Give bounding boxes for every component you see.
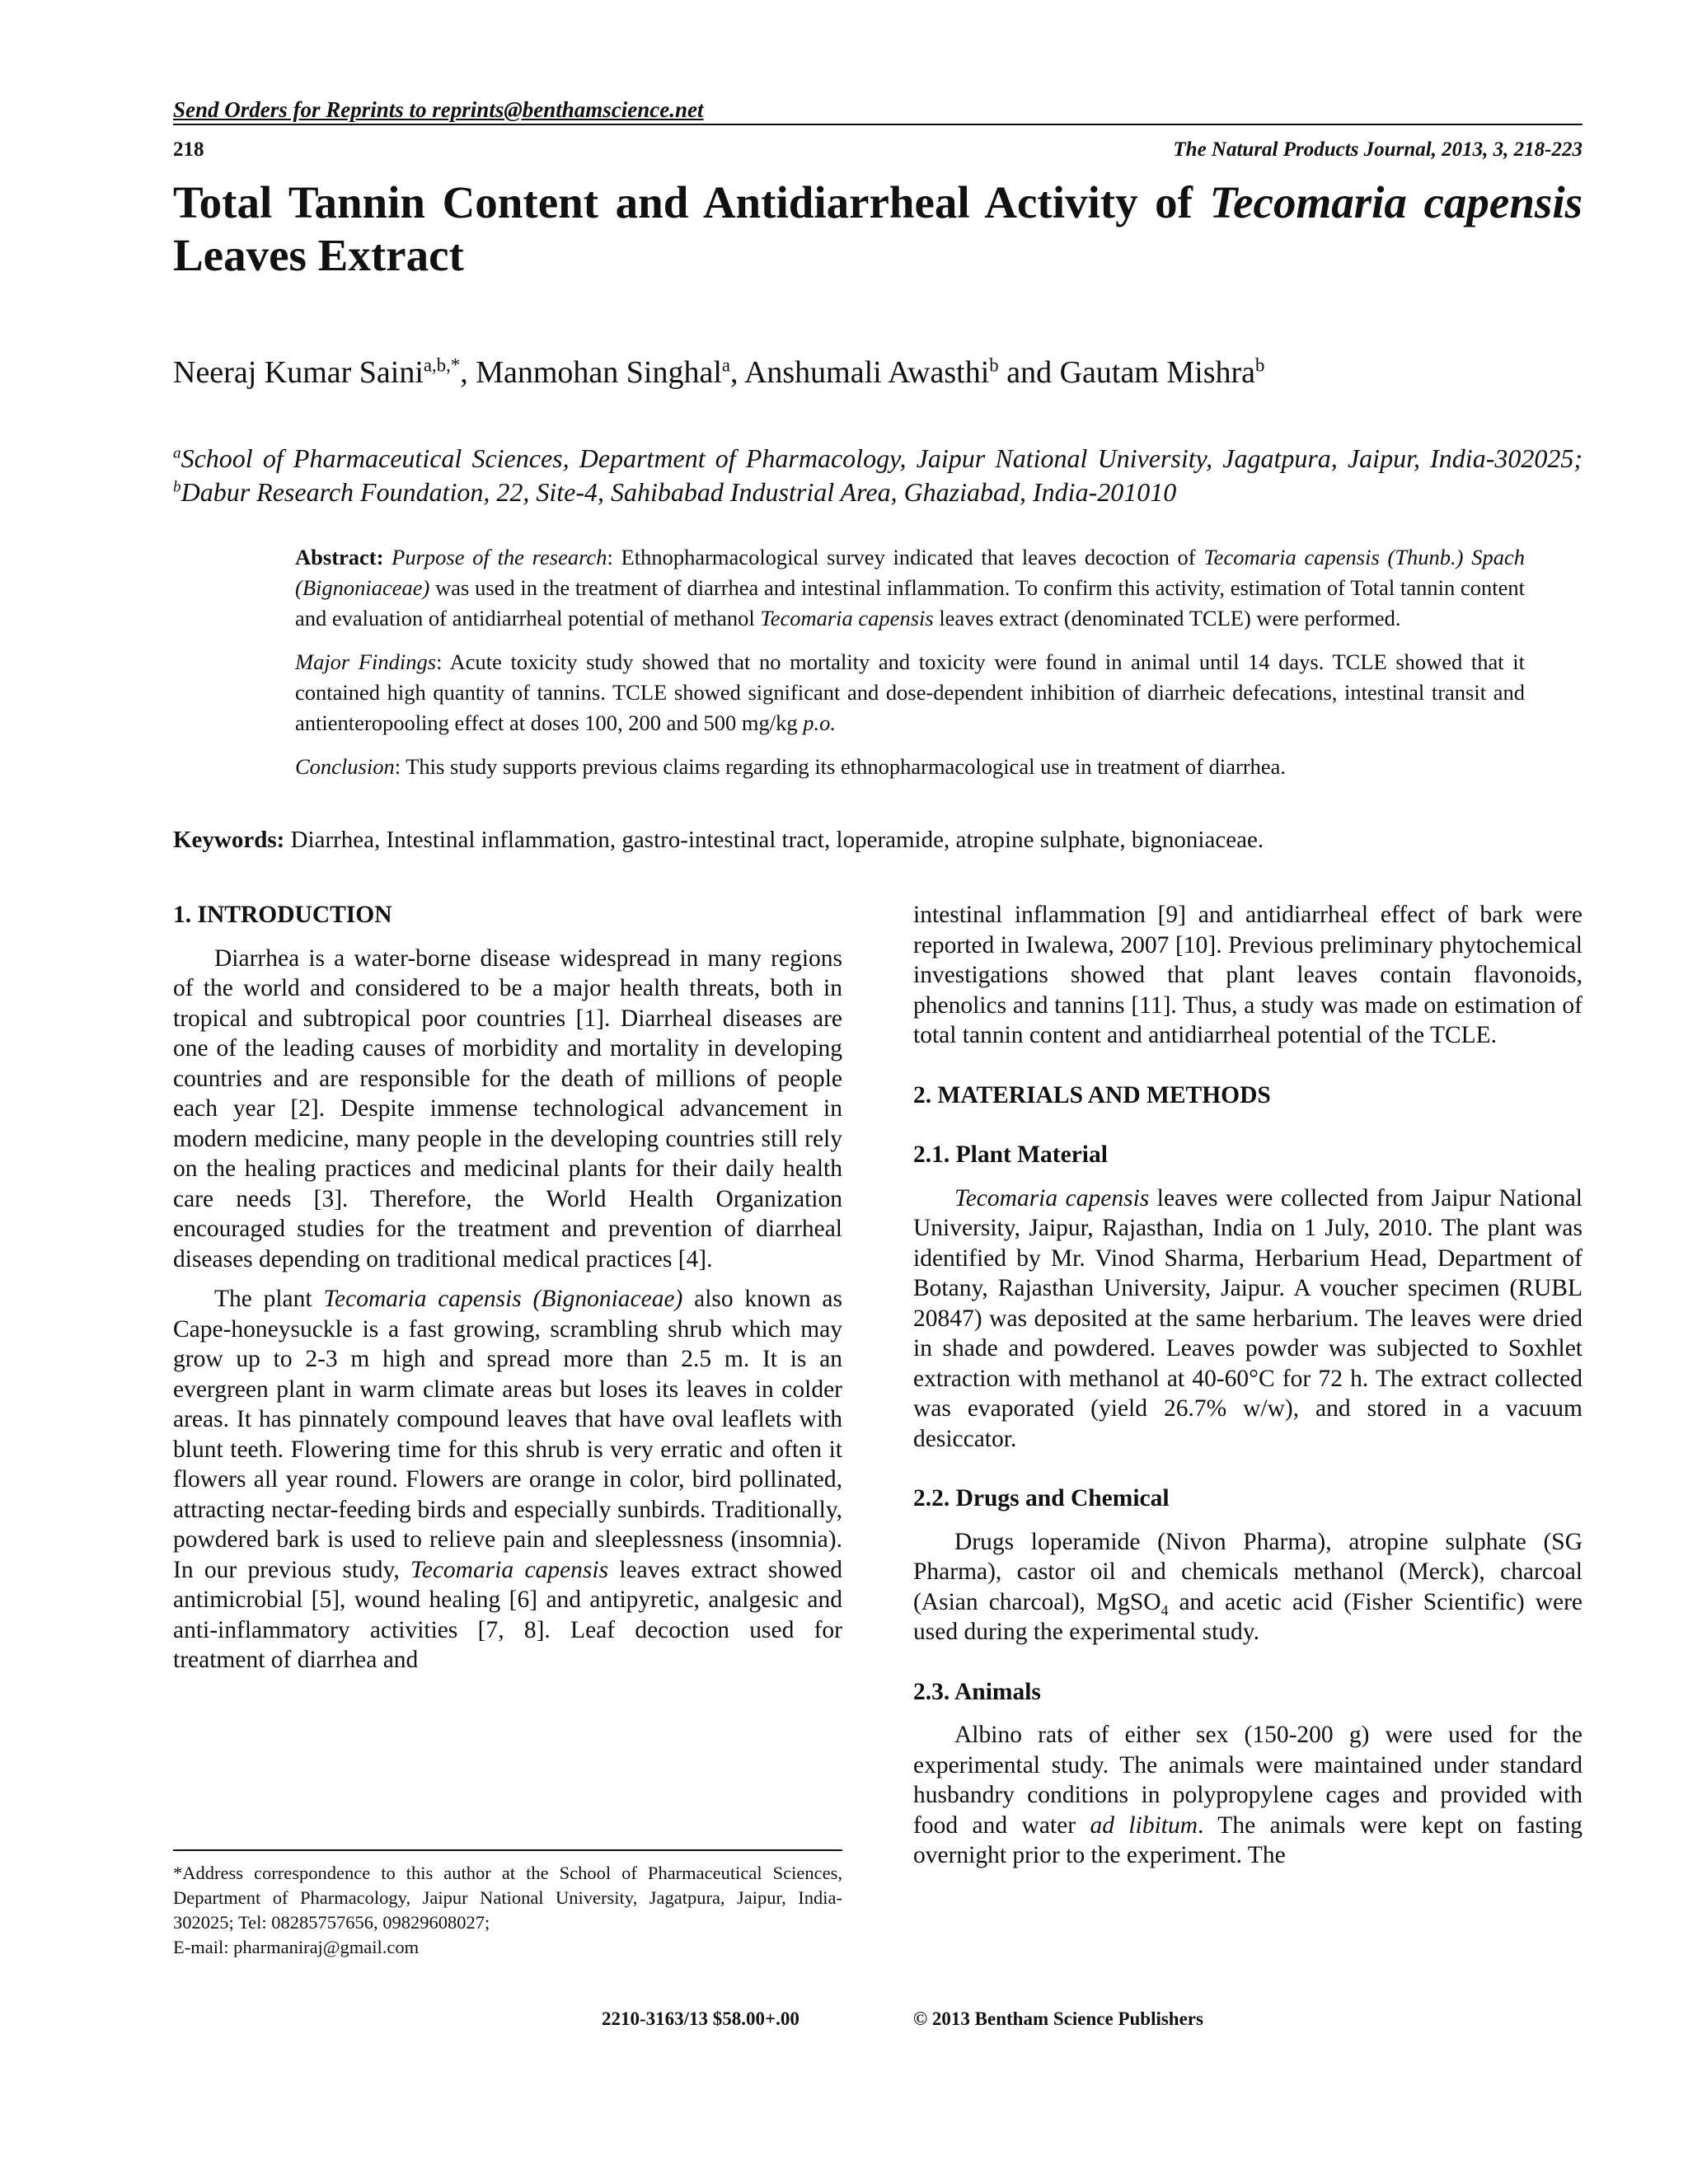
author-separator: , — [460, 355, 476, 390]
header-rule — [173, 124, 1582, 125]
purpose-text: : Ethnopharmacological survey indicated that leaves decoction of — [607, 545, 1196, 569]
conclusion-text: : This study supports previous claims regarding its ethnopharmacological use in treatment of diarrhea. — [394, 754, 1287, 779]
keywords-label: Keywords: — [173, 827, 285, 853]
intro-paragraph-2 — [173, 1284, 842, 1675]
animals-italic: ad libitum — [1090, 1811, 1198, 1839]
plant-species: Tecomaria capensis — [954, 1184, 1150, 1212]
plant-material-text: leaves were collected from Jaipur National University, Jaipur, Rajasthan, India on 1 July, 2010. The plant was identified by Mr. Vinod Sharma, Herbarium Head, Department of Botany, Rajasthan University, Jaipur. A voucher specimen (RUBL 20847) was deposited at the same herbarium. The leaves were dried in shade and powdered. Leaves powder was subjected to Soxhlet extraction with methanol at 40-60°C for 72 h. The extract collected was evaporated (yield 26.7% w/w), and stored in a vacuum desiccator. — [913, 1184, 1582, 1452]
reprint-notice: Send Orders for Reprints to reprints@benthamscience.net — [173, 97, 704, 122]
title-part-2: Leaves Extract — [173, 230, 464, 280]
drugs-paragraph — [913, 1527, 1582, 1647]
left-column — [173, 900, 842, 1675]
keywords — [173, 827, 1582, 854]
intro-p2-species: Tecomaria capensis (Bignoniaceae) — [323, 1286, 683, 1312]
abstract — [295, 542, 1525, 795]
methods-heading: 2. MATERIALS AND METHODS — [913, 1081, 1271, 1108]
article-title — [173, 176, 1582, 282]
author-affiliation-mark: b — [1255, 354, 1265, 376]
drugs-heading: 2.2. Drugs and Chemical — [913, 1485, 1170, 1511]
title-part-1: Total Tannin Content and Antidiarrheal Activity of — [173, 177, 1193, 227]
author-separator: , — [730, 355, 744, 390]
conclusion-label: Conclusion — [295, 754, 395, 779]
journal-citation — [1173, 138, 1582, 162]
animals-text-a: Albino rats of either sex (150-200 g) were used for the experimental study. The animals were maintained under standard husbandry conditions in polypropylene cages and provided with food and water — [913, 1722, 1582, 1839]
affiliation-mark-b: b — [173, 478, 181, 496]
intro-p2-text-a: The plant — [214, 1286, 312, 1312]
findings-route: p.o. — [803, 710, 836, 735]
abstract-purpose — [295, 542, 1525, 634]
author-affiliation-mark: a — [721, 354, 731, 376]
author-name: Gautam Mishra — [1059, 355, 1256, 390]
copyright: © 2013 Bentham Science Publishers — [913, 2008, 1203, 2029]
journal-year: 2013, — [1442, 138, 1489, 161]
author-name: Manmohan Singhal — [476, 355, 722, 390]
author-affiliation-mark: a,b,* — [423, 354, 461, 376]
author-affiliation-mark: b — [989, 354, 999, 376]
purpose-species: Tecomaria capensis (Thunb.) Spach (Bignoniaceae) — [295, 545, 1526, 600]
correspondence-footnote — [173, 1861, 842, 1960]
intro-heading: 1. INTRODUCTION — [173, 902, 392, 928]
right-column — [913, 900, 1582, 1871]
author-list — [173, 354, 1264, 391]
abstract-conclusion — [295, 752, 1525, 782]
mgso4-subscript: 4 — [1160, 1601, 1169, 1619]
intro-p2-text-b: also known as Cape-honeysuckle is a fast growing, scrambling shrub which may grow up to 2-3 m high and spread more than 2.5 m. It is an evergreen plant in warm climate areas but loses its leaves in colder areas. It has pinnately compound leaves that have oval leaflets with blunt teeth. Flowering time for this shrub is very erratic and often it flowers all year round. Flowers are orange in color, bird pollinated, attracting nectar-feeding birds and especially sunbirds. Traditionally, powdered bark is used to relieve pain and sleeplessness (insomnia). In our previous study, — [173, 1286, 843, 1583]
affiliation-a: School of Pharmaceutical Sciences, Department of Pharmacology, Jaipur National University, Jagatpura, Jaipur, India-302025; — [181, 443, 1582, 473]
animals-paragraph — [913, 1720, 1582, 1871]
footnote-address: *Address correspondence to this author at the School of Pharmaceutical Sciences, Department of Pharmacology, Jaipur National University, Jagatpura, Jaipur, India-302025; Tel: 08285757656, 09829608027; — [173, 1863, 842, 1933]
abstract-label: Abstract: — [295, 545, 384, 569]
intro-p2-species-2: Tecomaria capensis — [410, 1556, 609, 1583]
issn-price: 2210-3163/13 $58.00+.00 — [602, 2008, 799, 2029]
intro-paragraph-3: intestinal inflammation [9] and antidiarrheal effect of bark were reported in Iwalewa, 2007 [10]. Previous preliminary phytochemical investigations showed that plant leaves contain flavonoids, phenolics and tannins [11]. Thus, a study was made on estimation of total tannin content and antidiarrheal potential of the TCLE. — [913, 902, 1582, 1048]
journal-pages: 218-223 — [1513, 138, 1582, 161]
purpose-label: Purpose of the research — [392, 545, 607, 569]
affiliation-b: Dabur Research Foundation, 22, Site-4, Sahibabad Industrial Area, Ghaziabad, India-201010 — [181, 477, 1177, 507]
drugs-text-a: Drugs loperamide (Nivon Pharma), atropine sulphate (SG Pharma), castor oil and chemicals methanol (Merck), charcoal (Asian charcoal), MgSO — [913, 1528, 1582, 1615]
footnote-email: E-mail: pharmaniraj@gmail.com — [173, 1937, 420, 1957]
animals-text-b: . The animals were kept on fasting overnight prior to the experiment. The — [913, 1811, 1583, 1868]
plant-material-heading: 2.1. Plant Material — [913, 1141, 1108, 1168]
drugs-text-b: and acetic acid (Fisher Scientific) were used during the experimental study. — [913, 1588, 1583, 1645]
keywords-text: Diarrhea, Intestinal inflammation, gastro-intestinal tract, loperamide, atropine sulphate, bignoniaceae. — [290, 827, 1264, 853]
affiliations — [173, 442, 1582, 509]
intro-p2-text-c: leaves extract showed antimicrobial [5], wound healing [6] and antipyretic, analgesic and anti-inflammatory activities [7, 8]. Leaf decoction used for treatment of diarrhea and — [173, 1556, 842, 1673]
affiliation-mark-a: a — [173, 444, 181, 462]
author-name: Anshumali Awasthi — [743, 355, 990, 390]
footnote-rule — [173, 1849, 842, 1851]
purpose-species-2: Tecomaria capensis — [760, 606, 934, 630]
page-number: 218 — [173, 138, 204, 161]
findings-label: Major Findings — [295, 649, 437, 674]
purpose-text-3: leaves extract (denominated TCLE) were performed. — [939, 606, 1401, 630]
intro-paragraph-1: Diarrhea is a water-borne disease widespread in many regions of the world and considered to be a major health threats, both in tropical and subtropical poor countries [1]. Diarrheal diseases are one of the leading causes of morbidity and mortality in developing countries and are responsible for the death of millions of people each year [2]. Despite immense technological advancement in modern medicine, many people in the developing countries still rely on the healing practices and medicinal plants for their daily health care needs [3]. Therefore, the World Health Organization encouraged studies for the treatment and prevention of diarrheal diseases depending on traditional medical practices [4]. — [173, 944, 842, 1272]
abstract-findings — [295, 647, 1525, 738]
findings-text: : Acute toxicity study showed that no mortality and toxicity were found in animal until 14 days. TCLE showed that it contained high quantity of tannins. TCLE showed significant and dose-dependent inhibition of diarrheic defecations, intestinal transit and antienteropooling effect at doses 100, 200 and 500 mg/kg — [295, 649, 1525, 735]
journal-name: The Natural Products Journal, — [1173, 138, 1437, 161]
author-separator: and — [998, 355, 1060, 390]
purpose-text-2: was used in the treatment of diarrhea and intestinal inflammation. To confirm this activity, estimation of Total tannin content and evaluation of antidiarrheal potential of methanol — [295, 575, 1526, 630]
author-name: Neeraj Kumar Saini — [173, 355, 424, 390]
title-species: Tecomaria capensis — [1209, 177, 1583, 227]
plant-material-paragraph — [913, 1183, 1582, 1455]
animals-heading: 2.3. Animals — [913, 1678, 1041, 1705]
journal-volume: 3, — [1493, 138, 1509, 161]
